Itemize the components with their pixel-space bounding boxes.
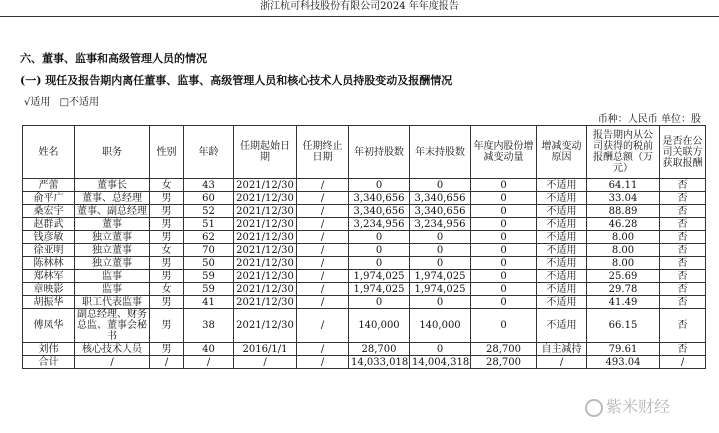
cell-change: 0 bbox=[471, 283, 537, 296]
cell-name: 钱彦敏 bbox=[23, 231, 75, 244]
column-header: 年度内股份增减变动量 bbox=[471, 126, 537, 179]
cell-related: 否 bbox=[660, 283, 706, 296]
cell-end-shares: 0 bbox=[410, 257, 471, 270]
table-row bbox=[23, 218, 706, 231]
cell-end: / bbox=[297, 283, 349, 296]
cell-end: / bbox=[297, 270, 349, 283]
cell-age: 38 bbox=[184, 309, 234, 343]
cell-end-shares: 0 bbox=[410, 231, 471, 244]
cell-name: 严蕾 bbox=[23, 179, 75, 192]
cell-start: 2021/12/30 bbox=[234, 296, 297, 309]
cell-end-shares: 0 bbox=[410, 179, 471, 192]
table-row bbox=[23, 309, 706, 343]
cell-begin-shares: 0 bbox=[349, 244, 410, 257]
table-row bbox=[23, 257, 706, 270]
cell-begin-shares: 3,234,956 bbox=[349, 218, 410, 231]
column-header: 职务 bbox=[75, 126, 150, 179]
cell-related: 否 bbox=[660, 179, 706, 192]
cell-gender: 男 bbox=[150, 205, 184, 218]
cell-reason: 不适用 bbox=[537, 257, 587, 270]
cell-name: 徐亚明 bbox=[23, 244, 75, 257]
cell-begin-shares: 140,000 bbox=[349, 309, 410, 343]
cell-start: 2021/12/30 bbox=[234, 218, 297, 231]
cell-name: 章映影 bbox=[23, 283, 75, 296]
cell-related: 否 bbox=[660, 244, 706, 257]
cell-end: / bbox=[297, 231, 349, 244]
cell-age: 40 bbox=[184, 343, 234, 356]
cell-pay: 79.61 bbox=[587, 343, 660, 356]
cell-age: 43 bbox=[184, 179, 234, 192]
column-header: 年初持股数 bbox=[349, 126, 410, 179]
cell-start: 2021/12/30 bbox=[234, 244, 297, 257]
cell-end: / bbox=[297, 296, 349, 309]
cell-change: 0 bbox=[471, 244, 537, 257]
watermark-icon bbox=[585, 399, 603, 417]
cell-reason: 自主减持 bbox=[537, 343, 587, 356]
cell-related: 否 bbox=[660, 231, 706, 244]
cell-change: 0 bbox=[471, 179, 537, 192]
cell-age: 60 bbox=[184, 192, 234, 205]
cell-gender: 男 bbox=[150, 231, 184, 244]
cell-pay: 46.28 bbox=[587, 218, 660, 231]
cell-title: 独立董事 bbox=[75, 257, 150, 270]
watermark-text: 紫米财经 bbox=[606, 397, 671, 416]
cell-end: / bbox=[297, 205, 349, 218]
cell-name: 俞平广 bbox=[23, 192, 75, 205]
table-row bbox=[23, 296, 706, 309]
cell-start: 2021/12/30 bbox=[234, 270, 297, 283]
cell-start: 2021/12/30 bbox=[234, 179, 297, 192]
cell-age: 52 bbox=[184, 205, 234, 218]
cell-title: 董事、总经理 bbox=[75, 192, 150, 205]
column-header: 报告期内从公司获得的税前报酬总额（万元） bbox=[587, 126, 660, 179]
cell-end-shares: 140,000 bbox=[410, 309, 471, 343]
cell-related: 否 bbox=[660, 296, 706, 309]
cell-gender: 男 bbox=[150, 270, 184, 283]
cell-pay: 33.04 bbox=[587, 192, 660, 205]
cell-end-shares: 14,004,318 bbox=[410, 356, 471, 369]
cell-end-shares: 0 bbox=[410, 296, 471, 309]
cell-reason: 不适用 bbox=[537, 179, 587, 192]
cell-change: 0 bbox=[471, 296, 537, 309]
cell-pay: 8.00 bbox=[587, 231, 660, 244]
cell-begin-shares: 14,033,018 bbox=[349, 356, 410, 369]
cell-start: 2021/12/30 bbox=[234, 309, 297, 343]
watermark-logo bbox=[585, 394, 719, 416]
cell-end: / bbox=[297, 179, 349, 192]
cell-end-shares: 1,974,025 bbox=[410, 283, 471, 296]
cell-begin-shares: 0 bbox=[349, 179, 410, 192]
cell-change: 28,700 bbox=[471, 343, 537, 356]
table-row bbox=[23, 244, 706, 257]
table-row bbox=[23, 179, 706, 192]
column-header: 任期终止日期 bbox=[297, 126, 349, 179]
column-header: 性别 bbox=[150, 126, 184, 179]
applicable-option: √适用 bbox=[24, 97, 51, 108]
cell-gender: 男 bbox=[150, 309, 184, 343]
cell-reason: 不适用 bbox=[537, 270, 587, 283]
cell-name: 桑宏宇 bbox=[23, 205, 75, 218]
cell-name: 刘伟 bbox=[23, 343, 75, 356]
cell-reason: 不适用 bbox=[537, 283, 587, 296]
cell-start: 2021/12/30 bbox=[234, 283, 297, 296]
table-row bbox=[23, 231, 706, 244]
cell-age: 51 bbox=[184, 218, 234, 231]
cell-change: 0 bbox=[471, 231, 537, 244]
cell-end: / bbox=[297, 218, 349, 231]
cell-pay: 64.11 bbox=[587, 179, 660, 192]
cell-pay: 8.00 bbox=[587, 257, 660, 270]
cell-end: / bbox=[297, 343, 349, 356]
cell-reason: 不适用 bbox=[537, 309, 587, 343]
cell-age: 41 bbox=[184, 296, 234, 309]
cell-name: 陈林林 bbox=[23, 257, 75, 270]
cell-name: 郑林军 bbox=[23, 270, 75, 283]
column-header: 年末持股数 bbox=[410, 126, 471, 179]
cell-title: 副总经理、财务总监、董事会秘书 bbox=[75, 309, 150, 343]
cell-age: 59 bbox=[184, 283, 234, 296]
cell-change: 0 bbox=[471, 218, 537, 231]
cell-start: 2021/12/30 bbox=[234, 231, 297, 244]
cell-pay: 8.00 bbox=[587, 244, 660, 257]
cell-title: 董事 bbox=[75, 218, 150, 231]
cell-pay: 88.89 bbox=[587, 205, 660, 218]
cell-begin-shares: 0 bbox=[349, 231, 410, 244]
cell-title: 监事 bbox=[75, 270, 150, 283]
cell-pay: 25.69 bbox=[587, 270, 660, 283]
cell-gender: 男 bbox=[150, 257, 184, 270]
column-header: 姓名 bbox=[23, 126, 75, 179]
cell-related: 否 bbox=[660, 309, 706, 343]
shareholding-table bbox=[22, 125, 706, 369]
cell-pay: 493.04 bbox=[587, 356, 660, 369]
not-applicable-option: □不适用 bbox=[59, 97, 100, 108]
applicability-options bbox=[24, 93, 105, 108]
cell-end: / bbox=[297, 356, 349, 369]
section-title: 六、董事、监事和高级管理人员的情况 bbox=[20, 52, 207, 65]
cell-pay: 29.78 bbox=[587, 283, 660, 296]
cell-end-shares: 3,340,656 bbox=[410, 205, 471, 218]
cell-gender: 女 bbox=[150, 283, 184, 296]
cell-gender: 女 bbox=[150, 244, 184, 257]
cell-reason: 不适用 bbox=[537, 218, 587, 231]
cell-gender: 男 bbox=[150, 296, 184, 309]
cell-title: 董事、副总经理 bbox=[75, 205, 150, 218]
cell-begin-shares: 0 bbox=[349, 257, 410, 270]
cell-related: 否 bbox=[660, 205, 706, 218]
cell-reason: 不适用 bbox=[537, 296, 587, 309]
cell-age: / bbox=[184, 356, 234, 369]
cell-related: 否 bbox=[660, 257, 706, 270]
page-header: 浙江杭可科技股份有限公司2024 年年度报告 bbox=[0, 0, 719, 17]
cell-title: 独立董事 bbox=[75, 231, 150, 244]
column-header: 是否在公司关联方获取报酬 bbox=[660, 126, 706, 179]
cell-change: 28,700 bbox=[471, 356, 537, 369]
cell-reason: 不适用 bbox=[537, 231, 587, 244]
cell-reason: 不适用 bbox=[537, 244, 587, 257]
table-row bbox=[23, 283, 706, 296]
cell-end: / bbox=[297, 244, 349, 257]
cell-change: 0 bbox=[471, 257, 537, 270]
cell-title: 职工代表监事 bbox=[75, 296, 150, 309]
cell-title: / bbox=[75, 356, 150, 369]
table-row bbox=[23, 192, 706, 205]
cell-gender: 女 bbox=[150, 179, 184, 192]
cell-related: 否 bbox=[660, 270, 706, 283]
cell-title: 董事长 bbox=[75, 179, 150, 192]
cell-gender: 男 bbox=[150, 343, 184, 356]
cell-pay: 41.49 bbox=[587, 296, 660, 309]
cell-age: 62 bbox=[184, 231, 234, 244]
cell-change: 0 bbox=[471, 309, 537, 343]
cell-age: 59 bbox=[184, 270, 234, 283]
column-header: 增减变动原因 bbox=[537, 126, 587, 179]
cell-name: 胡振华 bbox=[23, 296, 75, 309]
cell-change: 0 bbox=[471, 192, 537, 205]
cell-begin-shares: 3,340,656 bbox=[349, 205, 410, 218]
cell-end-shares: 3,234,956 bbox=[410, 218, 471, 231]
cell-end-shares: 1,974,025 bbox=[410, 270, 471, 283]
cell-reason: 不适用 bbox=[537, 192, 587, 205]
cell-name: 合计 bbox=[23, 356, 75, 369]
column-header: 任期起始日期 bbox=[234, 126, 297, 179]
table-row bbox=[23, 270, 706, 283]
cell-end-shares: 3,340,656 bbox=[410, 192, 471, 205]
cell-related: 否 bbox=[660, 343, 706, 356]
cell-end-shares: 0 bbox=[410, 343, 471, 356]
cell-end: / bbox=[297, 309, 349, 343]
column-header: 年龄 bbox=[184, 126, 234, 179]
table-header-row bbox=[23, 126, 706, 179]
table-row bbox=[23, 205, 706, 218]
table-row bbox=[23, 343, 706, 356]
cell-begin-shares: 0 bbox=[349, 296, 410, 309]
cell-title: 核心技术人员 bbox=[75, 343, 150, 356]
cell-end: / bbox=[297, 257, 349, 270]
cell-begin-shares: 1,974,025 bbox=[349, 270, 410, 283]
currency-unit-note: 币种：人民币 单位：股 bbox=[597, 114, 701, 125]
cell-reason: / bbox=[537, 356, 587, 369]
cell-begin-shares: 1,974,025 bbox=[349, 283, 410, 296]
cell-gender: / bbox=[150, 356, 184, 369]
cell-age: 70 bbox=[184, 244, 234, 257]
cell-start: 2016/1/1 bbox=[234, 343, 297, 356]
cell-related: 否 bbox=[660, 192, 706, 205]
cell-begin-shares: 3,340,656 bbox=[349, 192, 410, 205]
cell-age: 50 bbox=[184, 257, 234, 270]
cell-start: 2021/12/30 bbox=[234, 205, 297, 218]
cell-name: 赵群武 bbox=[23, 218, 75, 231]
cell-end: / bbox=[297, 192, 349, 205]
cell-start: 2021/12/30 bbox=[234, 257, 297, 270]
cell-title: 独立董事 bbox=[75, 244, 150, 257]
cell-gender: 男 bbox=[150, 192, 184, 205]
cell-end-shares: 0 bbox=[410, 244, 471, 257]
cell-name: 傅凤华 bbox=[23, 309, 75, 343]
cell-related: / bbox=[660, 356, 706, 369]
cell-change: 0 bbox=[471, 205, 537, 218]
cell-title: 监事 bbox=[75, 283, 150, 296]
cell-gender: 男 bbox=[150, 218, 184, 231]
total-row bbox=[23, 356, 706, 369]
cell-reason: 不适用 bbox=[537, 205, 587, 218]
cell-change: 0 bbox=[471, 270, 537, 283]
cell-start: 2021/12/30 bbox=[234, 192, 297, 205]
cell-start: / bbox=[234, 356, 297, 369]
subsection-title: (一) 现任及报告期内离任董事、监事、高级管理人员和核心技术人员持股变动及报酬情况 bbox=[20, 74, 453, 87]
cell-related: 否 bbox=[660, 218, 706, 231]
cell-begin-shares: 28,700 bbox=[349, 343, 410, 356]
cell-pay: 66.15 bbox=[587, 309, 660, 343]
